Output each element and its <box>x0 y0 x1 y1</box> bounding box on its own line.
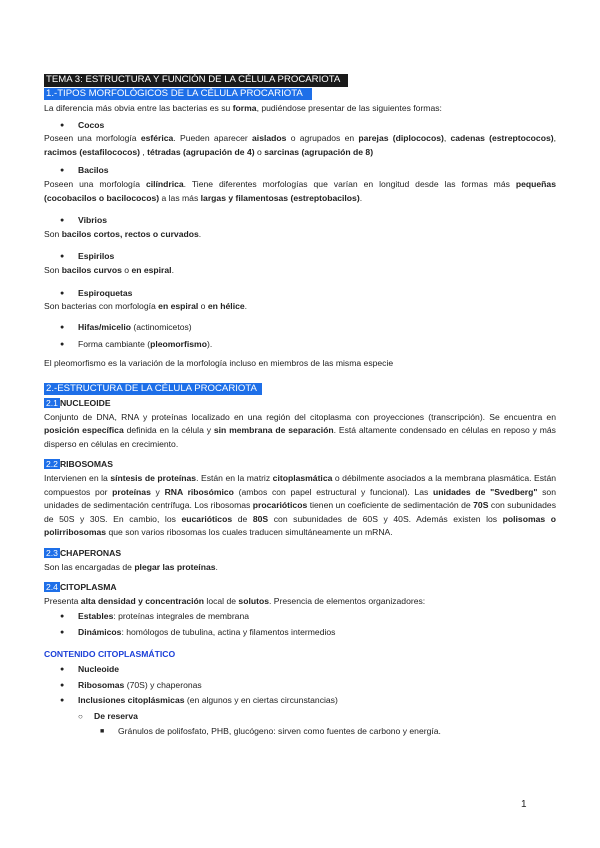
bullet-espirilos: ● Espirilos <box>44 250 556 264</box>
bullet-cocos: ● Cocos <box>44 119 556 133</box>
nucleoide-text: Conjunto de DNA, RNA y proteínas localizado en una región del citoplasma con proyecciones (transcripción). Se encuentra en posición específica definida en la célula y sin membrana de separación. Está altamente condensado en células en reposo y más disperso en células en crecimiento. <box>44 411 556 449</box>
bullet-nucleoide: ● Nucleoide <box>44 663 556 677</box>
sub-bullet-reserva: ○ De reserva <box>44 710 556 724</box>
bullet-estables: ● Estables: proteínas integrales de membrana <box>44 610 556 624</box>
bullet-dinamicos: ● Dinámicos: homólogos de tubulina, actina y filamentos intermedios <box>44 626 556 640</box>
section-1-header: 1.-TIPOS MORFOLÓGICOS DE LA CÉLULA PROCARIOTA <box>44 88 312 101</box>
chaperonas-heading: 2.3 CHAPERONAS <box>46 547 122 558</box>
bacilos-description: Poseen una morfología cilíndrica. Tiene diferentes morfologías que varían en longitud desde las formas más pequeñas (cocobacilos o bacilococos) a las más largas y filamentosas (estreptobacilos). <box>44 178 556 203</box>
bullet-bacilos: ● Bacilos <box>44 164 556 178</box>
cocos-description: Poseen una morfología esférica. Pueden aparecer aislados o agrupados en parejas (diplococos), cadenas (estreptococos), racimos (estafilococos) , tétradas (agrupación de 4) o sarcinas (agrupación de 8) <box>44 133 556 157</box>
bullet-ribosomas: ● Ribosomas (70S) y chaperonas <box>44 679 556 693</box>
vibrios-description: Son bacilos cortos, rectos o curvados. <box>44 228 202 239</box>
document-title: TEMA 3: ESTRUCTURA Y FUNCIÓN DE LA CÉLULA PROCARIOTA <box>44 74 348 87</box>
espirilos-description: Son bacilos curvos o en espiral. <box>44 264 174 275</box>
bullet-inclusiones: ● Inclusiones citoplásmicas (en algunos y en ciertas circunstancias) <box>44 694 556 708</box>
bullet-espiroquetas: ● Espiroquetas <box>44 287 556 301</box>
bullet-vibrios: ● Vibrios <box>44 214 556 228</box>
page-number: 1 <box>521 799 527 810</box>
section-1-intro: La diferencia más obvia entre las bacterias es su forma, pudiéndose presentar de las siguientes formas: <box>44 103 442 113</box>
pleomorfismo-text: El pleomorfismo es la variación de la morfología incluso en miembros de las misma especie <box>44 357 394 368</box>
bullet-forma-cambiante: ● Forma cambiante (pleomorfismo). <box>44 338 556 352</box>
citoplasma-heading: 2.4 CITOPLASMA <box>46 582 117 593</box>
sub-sub-bullet-granulos: ■ Gránulos de polifosfato, PHB, glucógeno: sirven como fuentes de carbono y energía. <box>44 725 556 739</box>
nucleoide-heading: 2.1 NUCLEOIDE <box>46 398 111 408</box>
ribosomas-heading: 2.2 RIBOSOMAS <box>46 459 113 470</box>
document-page <box>44 74 556 739</box>
ribosomas-text: Intervienen en la síntesis de proteínas. Están en la matriz citoplasmática o débilmente asociados a la membrana plasmática. Están compuestos por proteínas y RNA ribosómico (ambos con papel estructural y funcional). Las unidades de "Svedberg" son unidades de sedimentación centrífuga. Los ribosomas procarióticos tienen un coeficiente de sedimentación de 70S con subunidades de 50S y 30S. En cambio, los eucarióticos de 80S con subunidades de 60S y 40S. Además existen los polisomas o polirribosomas que son varios ribosomas los cuales traducen simultáneamente un mRNA. <box>44 472 556 538</box>
section-2-header: 2.-ESTRUCTURA DE LA CÉLULA PROCARIOTA <box>44 383 262 396</box>
espiroquetas-description: Son bacterias con morfología en espiral o en hélice. <box>44 301 248 312</box>
bullet-hifas: ● Hifas/micelio (actinomicetos) <box>44 321 556 335</box>
citoplasma-text: Presenta alta densidad y concentración local de solutos. Presencia de elementos organizadores: <box>44 595 426 606</box>
contenido-citoplasmatico-title: CONTENIDO CITOPLASMÁTICO <box>44 648 176 659</box>
chaperonas-text: Son las encargadas de plegar las proteínas. <box>44 561 218 572</box>
